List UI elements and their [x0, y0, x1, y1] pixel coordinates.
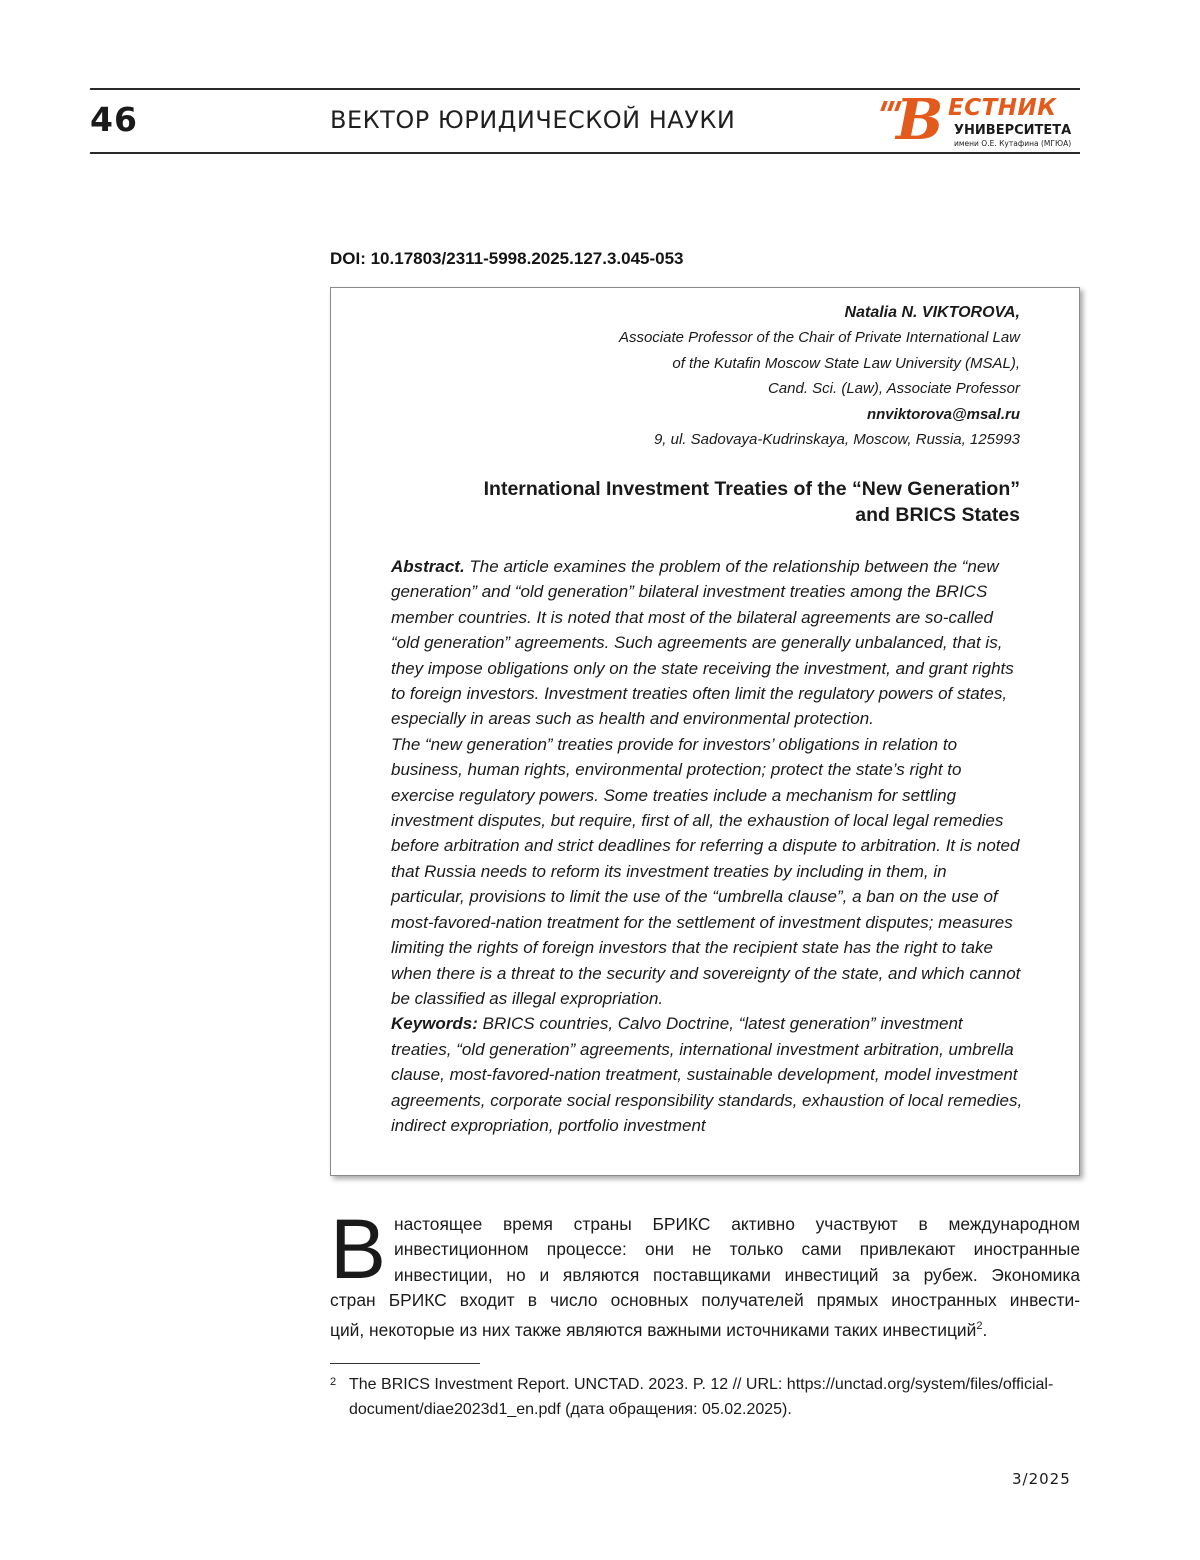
journal-logo	[882, 92, 1080, 150]
abstract-box	[330, 287, 1080, 1176]
footnote-text: The BRICS Investment Report. UNCTAD. 2023. P. 12 // URL: https://unctad.org/system/files/official-document/diae2023d1_en.pdf (дата обращения: 05.02.2025).	[349, 1372, 1080, 1422]
body-paragraph	[330, 1212, 1080, 1343]
article-title-line1: International Investment Treaties of the “New Generation”	[484, 476, 1020, 502]
page-header	[90, 88, 1080, 154]
abstract-paragraph-1	[391, 554, 1023, 732]
author-position-line1: Associate Professor of the Chair of Private International Law	[619, 325, 1020, 350]
body-line-5-text: ций, некоторые из них также являются важными источниками таких инвестиций	[330, 1319, 976, 1339]
journal-title: ВЕКТОР ЮРИДИЧЕСКОЙ НАУКИ	[330, 106, 735, 134]
body-line-3: инвестиции, но и являются поставщиками инвестиций за рубеж. Экономика	[330, 1263, 1080, 1288]
abstract-text-1: The article examines the problem of the relationship between the “new generation” and “old generation” bilateral investment treaties among the BRICS member countries. It is noted that most of the bilateral agreements are so-called “old generation” agreements. Such agreements are generally unbalanced, that is, they impose obligations only on the state receiving the investment, and grant rights to foreign investors. Investment treaties often limit the regulatory powers of states, especially in areas such as health and environmental protection.	[391, 557, 1014, 728]
author-email[interactable]: nnviktorova@msal.ru	[619, 402, 1020, 427]
footnote-mark: 2	[330, 1370, 336, 1395]
logo-subtitle: имени О.Е. Кутафина (МГЮА)	[954, 139, 1071, 148]
keywords-paragraph	[391, 1011, 1023, 1138]
abstract	[391, 554, 1023, 1138]
keywords: BRICS countries, Calvo Doctrine, “latest generation” investment treaties, “old generation” agreements, international investment arbitration, umbrella clause, most-favored-nation treatment, sustainable development, model investment agreements, corporate social responsibility standards, exhaustion of local remedies, indirect expropriation, portfolio investment	[391, 1014, 1022, 1135]
author-block	[619, 300, 1020, 452]
author-address: 9, ul. Sadovaya-Kudrinskaya, Moscow, Russia, 125993	[619, 427, 1020, 452]
article-title-line2: and BRICS States	[484, 502, 1020, 528]
drop-cap: В	[330, 1215, 386, 1285]
body-line-5	[330, 1314, 1080, 1343]
page-number: 46	[90, 100, 138, 139]
author-degree: Cand. Sci. (Law), Associate Professor	[619, 376, 1020, 401]
article-title	[484, 476, 1020, 528]
footnote-reference[interactable]: 2	[976, 1320, 982, 1332]
body-line-4: стран БРИКС входит в число основных получателей прямых иностранных инвести-	[330, 1288, 1080, 1313]
logo-university: УНИВЕРСИТЕТА	[954, 123, 1071, 138]
author-position-line2: of the Kutafin Moscow State Law University (MSAL),	[619, 351, 1020, 376]
logo-word: ЕСТНИК	[948, 95, 1057, 121]
issue-number: 3/2025	[1012, 1470, 1071, 1488]
footnote	[330, 1372, 1080, 1422]
body-line-5-end: .	[982, 1319, 987, 1339]
abstract-label: Abstract.	[391, 557, 465, 576]
logo-letter: В	[896, 92, 943, 148]
body-line-1: настоящее время страны БРИКС активно участвуют в международном	[330, 1212, 1080, 1237]
body-line-2: инвестиционном процессе: они не только сами привлекают иностранные	[330, 1237, 1080, 1262]
author-name: Natalia N. VIKTOROVA,	[619, 300, 1020, 325]
footnote-divider	[330, 1363, 480, 1364]
abstract-paragraph-2: The “new generation” treaties provide for investors’ obligations in relation to business, human rights, environmental protection; protect the state’s right to exercise regulatory powers. Some treaties include a mechanism for settling investment disputes, but require, first of all, the exhaustion of local legal remedies before arbitration and strict deadlines for referring a dispute to arbitration. It is noted that Russia needs to reform its investment treaties by including in them, in particular, provisions to limit the use of the “umbrella clause”, a ban on the use of most-favored-nation treatment for the settlement of investment disputes; measures limiting the rights of foreign investors that the recipient state has the right to take when there is a threat to the security and sovereignty of the state, and which cannot be classified as illegal expropriation.	[391, 732, 1023, 1011]
keywords-label: Keywords:	[391, 1014, 478, 1033]
doi: DOI: 10.17803/2311-5998.2025.127.3.045-053	[330, 249, 684, 269]
